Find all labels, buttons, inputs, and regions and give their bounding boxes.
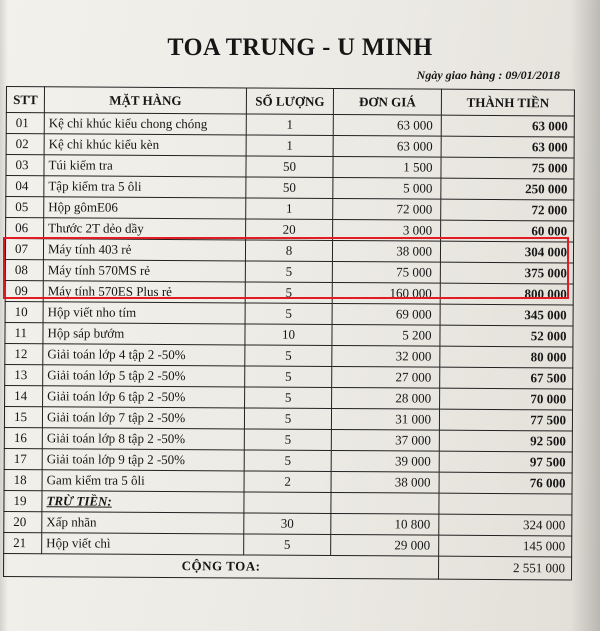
- table-header-row: [6, 87, 574, 116]
- summary-row: [4, 553, 572, 579]
- row-amount: 52 000: [440, 325, 573, 347]
- row-stt: 16: [4, 427, 42, 448]
- row-quantity: [244, 492, 331, 514]
- row-unit-price: 37 000: [331, 429, 439, 451]
- paper-shadow-right: [570, 0, 600, 631]
- row-amount: 345 000: [440, 304, 573, 326]
- row-quantity: 20: [246, 219, 333, 241]
- row-unit-price: [331, 492, 439, 514]
- row-quantity: 2: [244, 471, 331, 493]
- row-item-name: Giải toán lớp 5 tập 2 -50%: [43, 365, 245, 387]
- row-quantity: 5: [245, 387, 332, 409]
- row-unit-price: 31 000: [331, 408, 439, 430]
- row-quantity: 50: [246, 156, 333, 178]
- row-unit-price: 69 000: [332, 303, 440, 325]
- column-header-unit-price: ĐƠN GIÁ: [333, 89, 441, 116]
- row-stt: 19: [4, 490, 42, 511]
- row-item-name: Giải toán lớp 7 tập 2 -50%: [42, 407, 244, 429]
- row-stt: 17: [4, 448, 42, 469]
- row-quantity: 5: [244, 429, 331, 451]
- row-amount: 375 000: [440, 262, 573, 284]
- row-quantity: 50: [246, 177, 333, 199]
- row-quantity: 1: [246, 198, 333, 220]
- row-amount: 250 000: [441, 178, 574, 200]
- row-unit-price: 63 000: [333, 115, 441, 137]
- row-unit-price: 38 000: [332, 240, 440, 262]
- row-stt: 11: [5, 322, 43, 343]
- row-unit-price: 39 000: [331, 450, 439, 472]
- row-stt: 02: [6, 134, 44, 155]
- row-quantity: 5: [245, 303, 332, 325]
- summary-label: CỘNG TOA:: [4, 553, 439, 579]
- summary-total: 2 551 000: [438, 556, 571, 580]
- column-header-item: MẶT HÀNG: [44, 87, 246, 114]
- row-unit-price: 32 000: [332, 345, 440, 367]
- row-item-name: Máy tính 403 rẻ: [43, 239, 245, 261]
- row-unit-price: 160 000: [332, 282, 440, 304]
- row-item-name: Gam kiểm tra 5 ôli: [42, 470, 244, 492]
- row-quantity: 1: [246, 114, 333, 136]
- row-quantity: 5: [244, 450, 331, 472]
- column-header-amount: THÀNH TIỀN: [441, 89, 574, 116]
- row-quantity: 5: [244, 534, 331, 556]
- row-item-name: Kệ chỉ khúc kiểu chong chóng: [44, 113, 246, 135]
- row-unit-price: 63 000: [333, 135, 441, 157]
- row-stt: 21: [4, 532, 42, 553]
- row-unit-price: 5 000: [333, 177, 441, 199]
- row-stt: 04: [6, 176, 44, 197]
- row-quantity: 10: [245, 324, 332, 346]
- row-unit-price: 29 000: [331, 534, 439, 556]
- row-amount: 76 000: [439, 472, 572, 494]
- row-amount: 60 000: [441, 220, 574, 242]
- row-amount: 324 000: [439, 514, 572, 536]
- row-quantity: 5: [245, 345, 332, 367]
- row-quantity: 5: [245, 261, 332, 283]
- row-amount: 63 000: [441, 115, 574, 137]
- row-item-name: Giải toán lớp 6 tập 2 -50%: [43, 386, 245, 408]
- row-stt: 18: [4, 469, 42, 490]
- row-stt: 03: [6, 155, 44, 176]
- row-item-name: Túi kiểm tra: [44, 155, 246, 177]
- row-amount: 80 000: [440, 346, 573, 368]
- row-item-name: Tập kiểm tra 5 ôli: [44, 176, 246, 198]
- row-stt: 13: [5, 364, 43, 385]
- row-unit-price: 1 500: [333, 156, 441, 178]
- row-stt: 07: [5, 239, 43, 260]
- row-amount: 800 000: [440, 283, 573, 305]
- row-unit-price: 5 200: [332, 324, 440, 346]
- row-stt: 20: [4, 511, 42, 532]
- row-item-name: Giải toán lớp 8 tập 2 -50%: [42, 428, 244, 450]
- row-amount: 145 000: [439, 535, 572, 557]
- row-item-name: Kệ chỉ khúc kiểu kèn: [44, 134, 246, 156]
- row-stt: 05: [6, 197, 44, 218]
- row-amount: [439, 493, 572, 515]
- row-stt: 15: [4, 406, 42, 427]
- column-header-quantity: SỐ LƯỢNG: [246, 88, 333, 115]
- row-item-name: Giải toán lớp 4 tập 2 -50%: [43, 344, 245, 366]
- row-item-name: Giải toán lớp 9 tập 2 -50%: [42, 449, 244, 471]
- row-amount: 63 000: [441, 136, 574, 158]
- row-item-name: Máy tính 570ES Plus rẻ: [43, 281, 245, 303]
- row-unit-price: 28 000: [332, 387, 440, 409]
- row-item-name: Hộp viết nho tím: [43, 302, 245, 324]
- row-item-name: Hộp viết chì: [42, 533, 244, 555]
- row-unit-price: 27 000: [332, 366, 440, 388]
- row-item-name: Máy tính 570MS rẻ: [43, 260, 245, 282]
- row-amount: 75 000: [441, 157, 574, 179]
- document-title: TOA TRUNG - U MINH: [167, 34, 433, 61]
- row-stt: 10: [5, 301, 43, 322]
- row-item-name: Hộp gômE06: [44, 197, 246, 219]
- paper-shadow-left: [0, 0, 8, 631]
- row-amount: 72 000: [441, 199, 574, 221]
- invoice-table: [3, 86, 575, 580]
- row-stt: 09: [5, 280, 43, 301]
- row-stt: 12: [5, 343, 43, 364]
- row-quantity: 5: [244, 408, 331, 430]
- row-amount: 92 500: [439, 430, 572, 452]
- row-quantity: 5: [245, 366, 332, 388]
- row-item-name: Xấp nhãn: [42, 512, 244, 534]
- row-amount: 70 000: [440, 388, 573, 410]
- row-item-name: TRỪ TIỀN:: [42, 491, 244, 513]
- delivery-date: Ngày giao hàng : 09/01/2018: [416, 68, 560, 82]
- row-unit-price: 75 000: [332, 261, 440, 283]
- row-unit-price: 72 000: [333, 198, 441, 220]
- row-stt: 01: [6, 113, 44, 134]
- row-unit-price: 10 800: [331, 513, 439, 535]
- row-stt: 14: [5, 385, 43, 406]
- row-quantity: 5: [245, 282, 332, 304]
- row-stt: 08: [5, 259, 43, 280]
- row-quantity: 30: [244, 513, 331, 535]
- row-amount: 77 500: [439, 409, 572, 431]
- row-amount: 97 500: [439, 451, 572, 473]
- row-item-name: Thước 2T dẻo dầy: [44, 218, 246, 240]
- row-item-name: Hộp sáp bướm: [43, 323, 245, 345]
- column-header-stt: STT: [6, 87, 44, 113]
- row-unit-price: 3 000: [333, 219, 441, 241]
- row-unit-price: 38 000: [331, 471, 439, 493]
- highlight-box: [3, 237, 569, 299]
- row-amount: 304 000: [440, 241, 573, 263]
- row-quantity: 8: [245, 240, 332, 262]
- row-amount: 67 500: [440, 367, 573, 389]
- row-stt: 06: [6, 218, 44, 239]
- row-quantity: 1: [246, 135, 333, 157]
